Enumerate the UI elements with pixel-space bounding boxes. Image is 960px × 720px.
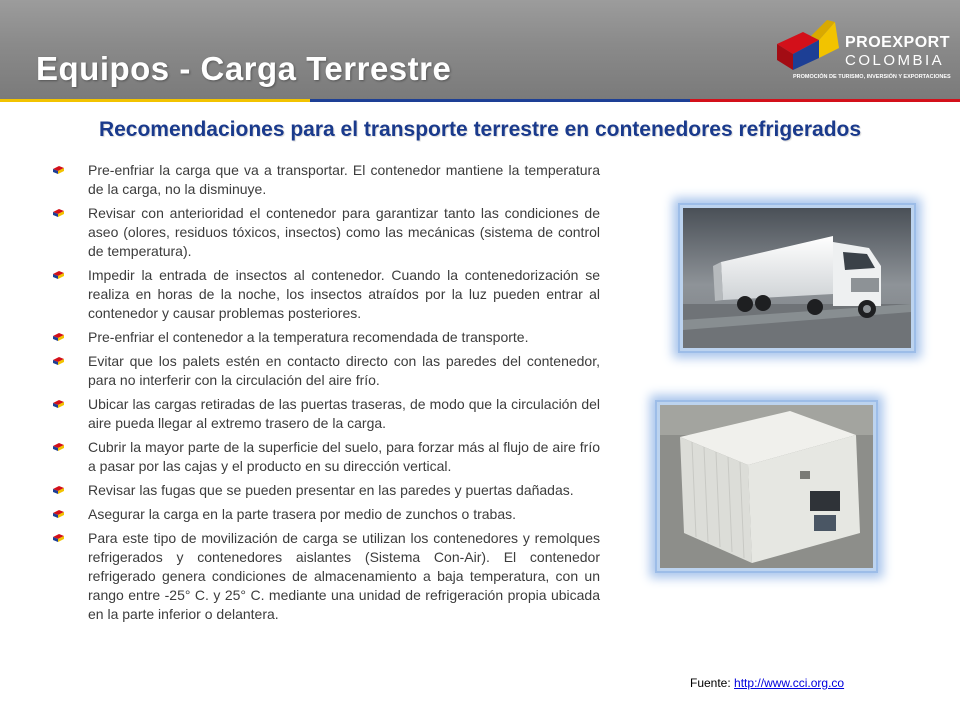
source-label: Fuente: xyxy=(690,676,731,690)
list-item xyxy=(52,529,600,624)
list-item xyxy=(52,505,600,524)
logo-name: PROEXPORT xyxy=(845,34,950,51)
container-photo xyxy=(655,400,878,573)
list-item xyxy=(52,161,600,199)
list-item-text: Cubrir la mayor parte de la superficie del suelo, para forzar más al flujo de aire frío a pasar por las cajas y el producto en su dirección vertical. xyxy=(88,439,600,474)
source-credit xyxy=(690,676,844,690)
logo-tagline: PROMOCIÓN DE TURISMO, INVERSIÓN Y EXPORTACIONES xyxy=(793,74,951,80)
list-item xyxy=(52,266,600,323)
page-title: Equipos - Carga Terrestre xyxy=(36,50,452,87)
bullet-flag-icon xyxy=(52,332,65,342)
bullet-flag-icon xyxy=(52,270,65,280)
bullet-flag-icon xyxy=(52,442,65,452)
list-item xyxy=(52,328,600,347)
logo-cube-icon xyxy=(775,14,845,72)
list-item-text: Pre-enfriar la carga que va a transportar. El contenedor mantiene la temperatura de la carga, no la disminuye. xyxy=(88,162,600,197)
list-item xyxy=(52,352,600,390)
list-item-text: Pre-enfriar el contenedor a la temperatura recomendada de transporte. xyxy=(88,329,529,345)
slide-subtitle: Recomendaciones para el transporte terrestre en contenedores refrigerados xyxy=(98,118,862,141)
list-item xyxy=(52,204,600,261)
list-item xyxy=(52,438,600,476)
truck-photo xyxy=(678,203,916,353)
list-item-text: Impedir la entrada de insectos al contenedor. Cuando la contenedorización se realiza en horas de la noche, los insectos atraídos por la luz pueden entrar al contenedor y causar problemas posteriores. xyxy=(88,267,600,321)
proexport-logo xyxy=(775,14,955,89)
list-item-text: Para este tipo de movilización de carga se utilizan los contenedores y remolques refrigerados y contenedores aislantes (Sistema Con-Air). El contenedor refrigerado genera condiciones de almacenamiento a baja temperatura, con un rango entre -25° C. y 25° C. mediante una unidad de refrigeración propia ubicada en la parte inferior o delantera. xyxy=(88,530,600,622)
list-item-text: Revisar las fugas que se pueden presentar en las paredes y puertas dañadas. xyxy=(88,482,574,498)
bullet-flag-icon xyxy=(52,399,65,409)
refrigerated-container-image xyxy=(660,405,873,568)
source-link[interactable]: http://www.cci.org.co xyxy=(734,676,845,690)
list-item xyxy=(52,481,600,500)
bullet-flag-icon xyxy=(52,485,65,495)
flag-stripe xyxy=(0,99,960,106)
bullet-flag-icon xyxy=(52,165,65,175)
bullet-flag-icon xyxy=(52,356,65,366)
list-item-text: Evitar que los palets estén en contacto directo con las paredes del contenedor, para no interferir con la circulación del aire frío. xyxy=(88,353,600,388)
list-item-text: Ubicar las cargas retiradas de las puertas traseras, de modo que la circulación del aire pueda llegar al extremo trasero de la carga. xyxy=(88,396,600,431)
refrigerated-truck-image xyxy=(683,208,911,348)
list-item xyxy=(52,395,600,433)
bullet-flag-icon xyxy=(52,208,65,218)
recommendations-list xyxy=(52,161,600,629)
logo-country: COLOMBIA xyxy=(845,52,945,69)
list-item-text: Revisar con anterioridad el contenedor para garantizar tanto las condiciones de aseo (olores, residuos tóxicos, insectos) como las mecánicas (sistema de control de temperatura). xyxy=(88,205,600,259)
bullet-flag-icon xyxy=(52,533,65,543)
list-item-text: Asegurar la carga en la parte trasera por medio de zunchos o trabas. xyxy=(88,506,517,522)
bullet-flag-icon xyxy=(52,509,65,519)
